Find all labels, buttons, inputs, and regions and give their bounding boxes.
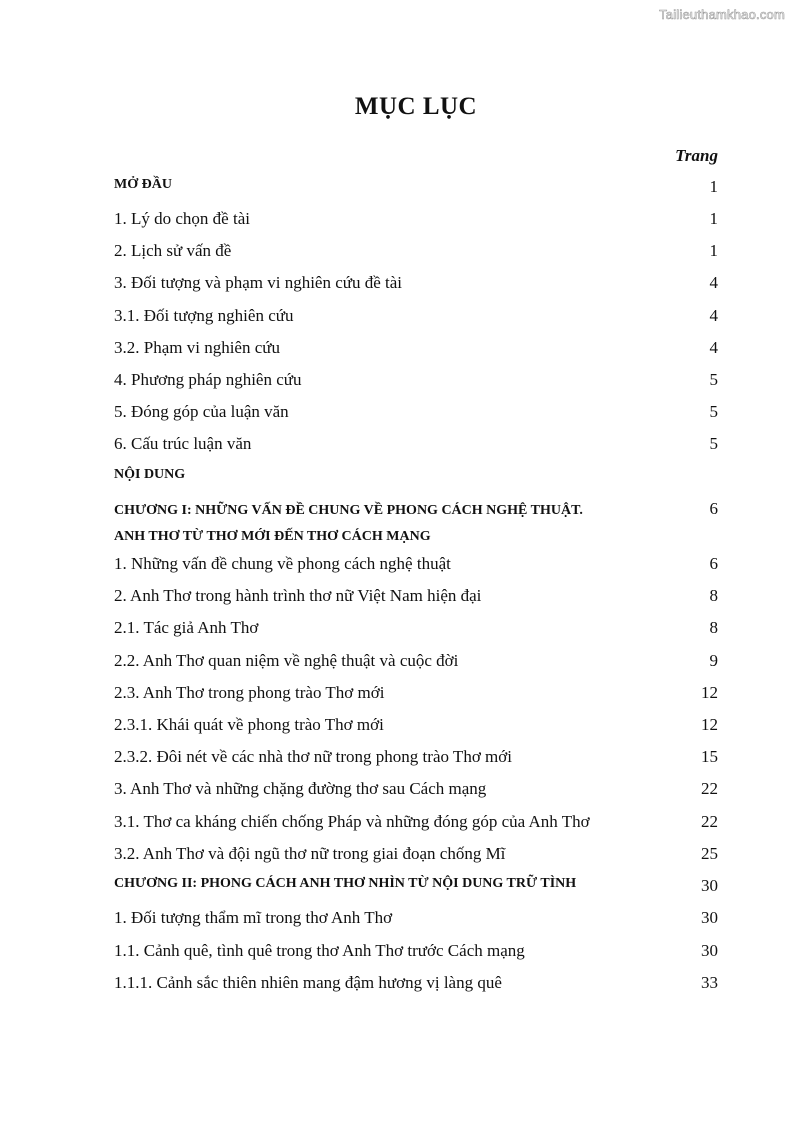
toc-entry-page: 1: [709, 177, 718, 196]
toc-entry-page: 1: [709, 209, 718, 228]
toc-entry-label: 1.1.1. Cảnh sắc thiên nhiên mang đậm hương vị làng quê: [114, 973, 502, 992]
toc-entry-label: 1. Những vấn đề chung về phong cách nghệ thuật: [114, 554, 451, 573]
toc-entry-page: 4: [709, 306, 718, 325]
toc-entry: [114, 683, 718, 707]
toc-entry-label: 3.2. Anh Thơ và đội ngũ thơ nữ trong giai đoạn chống Mĩ: [114, 844, 506, 863]
toc-entry-label: 2.3.1. Khái quát về phong trào Thơ mới: [114, 715, 384, 734]
toc-entry-page: 4: [709, 338, 718, 357]
toc-entry: [114, 209, 718, 233]
toc-entry-page: 8: [709, 586, 718, 605]
toc-entry: [114, 273, 718, 297]
toc-entry-page: 15: [701, 747, 718, 766]
toc-entry-label: 1. Lý do chọn đề tài: [114, 209, 250, 228]
toc-chapter-heading: [114, 876, 718, 900]
toc-entry-page: 30: [701, 876, 718, 895]
toc-entry-page: 22: [701, 812, 718, 831]
toc-entry-label: MỞ ĐẦU: [114, 177, 172, 192]
toc-entry: [114, 908, 718, 932]
watermark-text: Tailieuthamkhao.com: [659, 7, 785, 22]
toc-entry: [114, 618, 718, 642]
toc-entry-label: NỘI DUNG: [114, 467, 186, 482]
toc-entry-label: 2.3.2. Đôi nét về các nhà thơ nữ trong phong trào Thơ mới: [114, 747, 512, 766]
toc-entry-label: 2.3. Anh Thơ trong phong trào Thơ mới: [114, 683, 385, 702]
toc-entry-page: 25: [701, 844, 718, 863]
toc-entry: [114, 177, 718, 201]
toc-entry: [114, 241, 718, 265]
toc-entry: [114, 306, 718, 330]
toc-entry: [114, 554, 718, 578]
toc-entry: [114, 715, 718, 739]
toc-entry: [114, 402, 718, 426]
toc-entry-label: 1.1. Cảnh quê, tình quê trong thơ Anh Thơ trước Cách mạng: [114, 941, 525, 960]
toc-entry-label: 2. Anh Thơ trong hành trình thơ nữ Việt Nam hiện đại: [114, 586, 482, 605]
toc-entry-page: 30: [701, 908, 718, 927]
toc-entry-page: 6: [709, 554, 718, 573]
toc-entry: [114, 434, 718, 458]
toc-chapter-label: [114, 498, 583, 550]
toc-entry-page: 6: [709, 499, 718, 518]
toc-entry-label: 3.1. Thơ ca kháng chiến chống Pháp và những đóng góp của Anh Thơ: [114, 812, 590, 831]
toc-entry-page: 1: [709, 241, 718, 260]
toc-entry-label: 6. Cấu trúc luận văn: [114, 434, 252, 453]
toc-section-heading: [114, 467, 718, 491]
toc-entry: [114, 586, 718, 610]
toc-chapter-heading: [114, 498, 718, 548]
toc-entry: [114, 779, 718, 803]
toc-entry-page: 12: [701, 683, 718, 702]
toc-entry: [114, 370, 718, 394]
toc-entry: [114, 338, 718, 362]
toc-entry-page: 30: [701, 941, 718, 960]
toc-entry-label: 4. Phương pháp nghiên cứu: [114, 370, 302, 389]
toc-entry-label: 2. Lịch sử vấn đề: [114, 241, 232, 260]
toc-entry-page: 9: [709, 651, 718, 670]
toc-entry-page: 8: [709, 618, 718, 637]
toc-entry-label: 3. Anh Thơ và những chặng đường thơ sau Cách mạng: [114, 779, 487, 798]
toc-entry-page: 5: [709, 434, 718, 453]
toc-entry-label: 5. Đóng góp của luận văn: [114, 402, 289, 421]
toc-entry: [114, 973, 718, 997]
toc-entry-label: 1. Đối tượng thẩm mĩ trong thơ Anh Thơ: [114, 908, 393, 927]
toc-entry: [114, 651, 718, 675]
toc-entry-label: 3.1. Đối tượng nghiên cứu: [114, 306, 294, 325]
page-column-header: Trang: [675, 146, 718, 165]
toc-entry-label: CHƯƠNG II: PHONG CÁCH ANH THƠ NHÌN TỪ NỘI DUNG TRỮ TÌNH: [114, 876, 577, 891]
toc-entry: [114, 812, 718, 836]
toc-entry-label: 3. Đối tượng và phạm vi nghiên cứu đề tài: [114, 273, 403, 292]
toc-chapter-label-line1: CHƯƠNG I: NHỮNG VẤN ĐỀ CHUNG VỀ PHONG CÁCH NGHỆ THUẬT.: [114, 503, 583, 518]
toc-chapter-label-line2: ANH THƠ TỪ THƠ MỚI ĐẾN THƠ CÁCH MẠNG: [114, 529, 431, 544]
toc-entry-page: 33: [701, 973, 718, 992]
toc-entry-page: 5: [709, 402, 718, 421]
toc-entry-label: 2.2. Anh Thơ quan niệm về nghệ thuật và cuộc đời: [114, 651, 459, 670]
page-title: MỤC LỤC: [354, 93, 478, 120]
toc-entry-page: 5: [709, 370, 718, 389]
toc-entry: [114, 844, 718, 868]
toc-entry: [114, 941, 718, 965]
toc-entry-label: 3.2. Phạm vi nghiên cứu: [114, 338, 280, 357]
toc-entry-page: 12: [701, 715, 718, 734]
toc-entry-page: 22: [701, 779, 718, 798]
toc-entry-page: 4: [709, 273, 718, 292]
toc-entry-label: 2.1. Tác giả Anh Thơ: [114, 618, 259, 637]
toc-entry: [114, 747, 718, 771]
